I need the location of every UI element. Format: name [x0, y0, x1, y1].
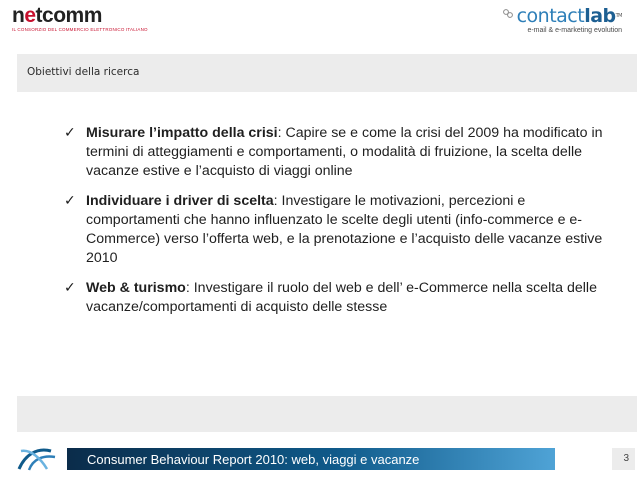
footer-band [67, 448, 555, 470]
netcomm-logo [12, 4, 148, 34]
contactlab-name-bold: lab [584, 5, 616, 27]
objective-item-crisis-impact [64, 124, 604, 181]
page-number-box [612, 448, 635, 470]
objective-heading: Misurare l’impatto della crisi [86, 125, 278, 141]
bottom-grey-bar [17, 396, 637, 432]
objective-heading: Individuare i driver di scelta [86, 193, 274, 209]
footer [17, 445, 638, 471]
check-icon: ✓ [64, 193, 76, 209]
check-icon: ✓ [64, 125, 76, 141]
swirl-logo-icon [17, 445, 77, 471]
section-title: Obiettivi della ricerca [27, 66, 140, 78]
objective-text: : Capire se e come la crisi del 2009 ha modificato in termini di atteggiamenti e comportamenti, o modalità di fruizione, la scelta delle vacanze estive e l’acquisto di viaggi online [86, 125, 603, 179]
objective-item-web-tourism [64, 279, 604, 317]
trademark-symbol: TM [615, 13, 622, 19]
footer-title: Consumer Behaviour Report 2010: web, viaggi e vacanze [87, 452, 420, 467]
netcomm-logo-wordmark: netcomm [12, 4, 102, 27]
objective-heading: Web & turismo [86, 280, 186, 296]
objective-text: : Investigare il ruolo del web e dell’ e-Commerce nella scelta delle vacanze/comportamenti di acquisto delle stesse [86, 280, 597, 315]
page-number: 3 [623, 453, 629, 464]
objective-text: : Investigare le motivazioni, percezioni e comportamenti che hanno influenzato le scelte degli utenti (info-commerce e e-Commerce) verso l’offerta web, e la prenotazione e l’acquisto delle vacanze estive 2010 [86, 193, 603, 266]
section-title-bar [17, 54, 637, 92]
contactlab-name-light: contact [516, 5, 585, 27]
check-icon: ✓ [64, 280, 76, 296]
contactlab-tagline: e-mail & e-marketing evolution [527, 27, 622, 34]
contactlab-logo [502, 6, 622, 36]
objective-item-choice-drivers [64, 192, 604, 268]
objectives-list [64, 124, 604, 328]
netcomm-logo-tagline: IL CONSORZIO DEL COMMERCIO ELETTRONICO ITALIANO [12, 27, 148, 32]
contactlab-mark-icon [502, 8, 514, 20]
